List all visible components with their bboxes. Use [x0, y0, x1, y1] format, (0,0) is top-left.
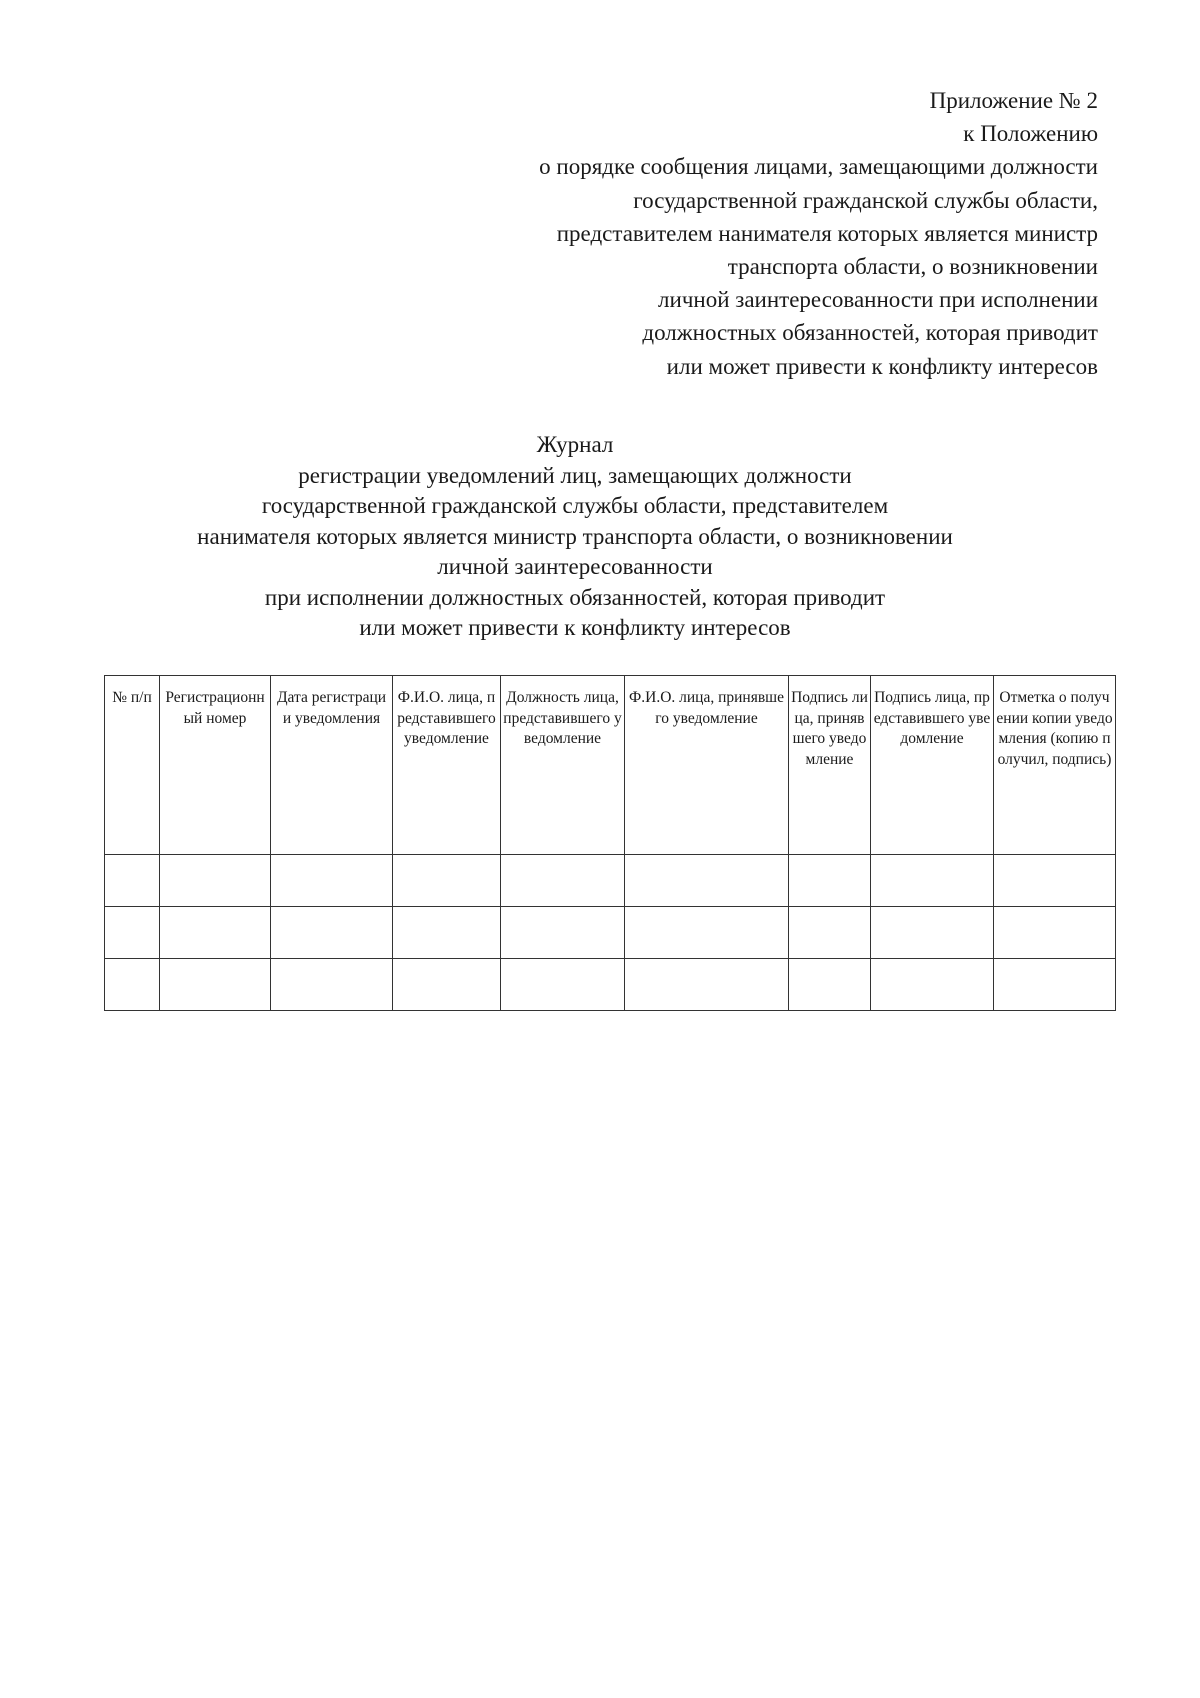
- table-cell: [393, 907, 501, 959]
- journal-subtitle-line: регистрации уведомлений лиц, замещающих должности: [298, 462, 852, 488]
- appendix-line: о порядке сообщения лицами, замещающими должности: [539, 154, 1098, 180]
- table-row: [105, 907, 1116, 959]
- journal-heading: [150, 430, 1000, 644]
- table-cell: [871, 907, 994, 959]
- table-cell: [105, 959, 160, 1011]
- header-submitter-position: Должность лица, представившего уведомление: [501, 676, 625, 855]
- journal-subtitle-line: или может привести к конфликту интересов: [359, 615, 791, 640]
- appendix-line: или может привести к конфликту интересов: [666, 353, 1098, 379]
- table-cell: [625, 959, 789, 1011]
- table-cell: [105, 907, 160, 959]
- table-cell: [160, 959, 271, 1011]
- journal-subtitle-line: личной заинтересованности: [437, 554, 713, 579]
- table-cell: [789, 959, 871, 1011]
- table-cell: [160, 855, 271, 907]
- table-cell: [271, 855, 393, 907]
- table-cell: [994, 907, 1116, 959]
- header-submitter-signature: Подпись лица, представившего уведомление: [871, 676, 994, 855]
- table-cell: [271, 959, 393, 1011]
- table-cell: [160, 907, 271, 959]
- table-cell: [871, 855, 994, 907]
- table-cell: [501, 959, 625, 1011]
- table-row: [105, 959, 1116, 1011]
- table-cell: [994, 959, 1116, 1011]
- appendix-line: представителем нанимателя которых является министр: [556, 220, 1098, 246]
- table-cell: [105, 855, 160, 907]
- journal-subtitle-line: государственной гражданской службы области, представителем: [261, 493, 889, 518]
- header-number: № п/п: [105, 676, 160, 855]
- header-submitter-name: Ф.И.О. лица, представившего уведомление: [393, 676, 501, 855]
- table-cell: [625, 855, 789, 907]
- journal-table: [104, 675, 1116, 1011]
- table-header-row: [105, 676, 1116, 855]
- table-cell: [393, 959, 501, 1011]
- table-row: [105, 855, 1116, 907]
- journal-subtitle-line: при исполнении должностных обязанностей, которая приводит: [264, 584, 886, 610]
- appendix-line: государственной гражданской службы области,: [633, 187, 1098, 213]
- table-cell: [271, 907, 393, 959]
- table-cell: [871, 959, 994, 1011]
- header-receiver-signature: Подпись лица, принявшего уведомление: [789, 676, 871, 855]
- appendix-line: транспорта области, о возникновении: [727, 254, 1098, 280]
- appendix-header: [378, 84, 1098, 383]
- header-receiver-name: Ф.И.О. лица, принявшего уведомление: [625, 676, 789, 855]
- appendix-line: личной заинтересованности при исполнении: [658, 287, 1098, 313]
- table-cell: [994, 855, 1116, 907]
- header-copy-receipt-mark: Отметка о получении копии уведомления (копию получил, подпись): [994, 676, 1116, 855]
- table-cell: [501, 855, 625, 907]
- table-cell: [625, 907, 789, 959]
- appendix-line: к Положению: [963, 121, 1098, 147]
- appendix-line: Приложение № 2: [929, 88, 1098, 113]
- header-registration-date: Дата регистрации уведомления: [271, 676, 393, 855]
- header-registration-number: Регистрационный номер: [160, 676, 271, 855]
- table-cell: [501, 907, 625, 959]
- table-cell: [393, 855, 501, 907]
- appendix-line: должностных обязанностей, которая приводит: [642, 320, 1098, 346]
- table-cell: [789, 855, 871, 907]
- journal-title: Журнал: [536, 432, 614, 457]
- journal-subtitle-line: нанимателя которых является министр транспорта области, о возникновении: [197, 523, 953, 549]
- table-cell: [789, 907, 871, 959]
